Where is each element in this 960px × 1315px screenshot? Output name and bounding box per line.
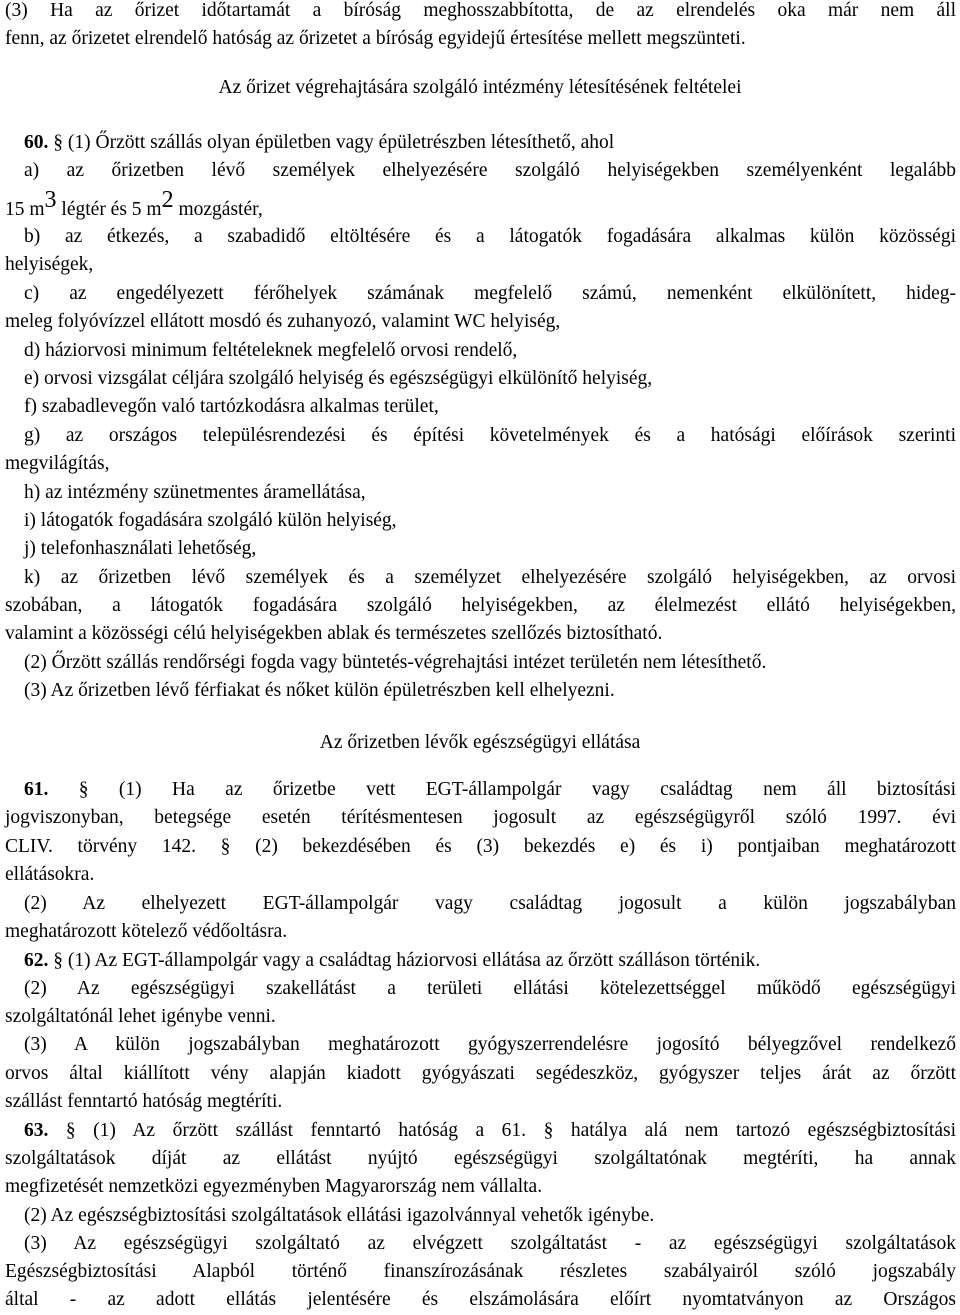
item-b-line-1: b) az étkezés, a szabadidő eltöltésére és a látogatók fogadására alkalmas külön közösségi xyxy=(24,226,956,247)
section-63-paragraph-3-line-1: (3) Az egészségügyi szolgáltató az elvégzett szolgáltatást - az egészségügyi szolgáltatások xyxy=(24,1233,956,1254)
item-f: f) szabadlevegőn való tartózkodásra alkalmas terület, xyxy=(24,396,439,417)
item-j: j) telefonhasználati lehetőség, xyxy=(24,538,257,559)
section-number-62: 62. xyxy=(24,950,49,971)
section-62-paragraph-3-line-2: orvos által kiállított vény alapján kiadott gyógyászati segédeszköz, gyógyszer teljes árát az őrzött xyxy=(5,1063,956,1084)
item-e: e) orvosi vizsgálat céljára szolgáló helyiség és egészségügyi elkülönítő helyiség, xyxy=(24,368,653,389)
section-heading-health: Az őrizetben lévők egészségügyi ellátása xyxy=(319,732,641,753)
section-62-paragraph-3-line-3: szállást fenntartó hatóság megtéríti. xyxy=(5,1091,283,1112)
item-k-line-2: szobában, a látogatók fogadására szolgáló helyiségekben, az élelmezést ellátó helyiségekben, xyxy=(5,595,956,616)
section-61-line-2: jogviszonyban, betegsége esetén térítésmentesen jogosult az egészségügyről szóló 1997. évi xyxy=(5,807,956,828)
section-61-paragraph-2-line-2: meghatározott kötelező védőoltásra. xyxy=(5,921,288,942)
section-61-line-4: ellátásokra. xyxy=(5,864,95,885)
section-60-lead xyxy=(24,129,956,158)
section-62-paragraph-3-line-1: (3) A külön jogszabályban meghatározott gyógyszerrendelésre jogosító bélyegzővel rendelkező xyxy=(24,1034,956,1055)
intro-line-2: fenn, az őrizetet elrendelő hatóság az őrizetet a bíróság egyidejű értesítése mellett megszünteti. xyxy=(5,28,746,49)
item-a-line-1: a) az őrizetben lévő személyek elhelyezésére szolgáló helyiségekben személyenként legalább xyxy=(24,160,956,181)
section-61-line-3: CLIV. törvény 142. § (2) bekezdésében és (3) bekezdés e) és i) pontjaiban meghatározott xyxy=(5,836,956,857)
section-63-paragraph-3-line-2: Egészségbiztosítási Alapból történő finanszírozásának részletes szabályairól szóló jogszabály xyxy=(5,1261,956,1282)
section-heading-institution: Az őrizet végrehajtására szolgáló intézmény létesítésének feltételei xyxy=(218,77,742,98)
section-63-line-3: megfizetését nemzetközi egyezményben Magyarország nem vállalta. xyxy=(5,1176,543,1197)
section-63-line-1 xyxy=(24,1117,956,1146)
section-62-text: § (1) Az EGT-állampolgár vagy a családtag háziorvosi ellátása az őrzött szálláson történik. xyxy=(53,950,761,971)
intro-line-1: (3) Ha az őrizet időtartamát a bíróság meghosszabbította, de az elrendelés oka már nem áll xyxy=(5,0,956,21)
section-number-63: 63. xyxy=(24,1120,49,1141)
section-63-text: § (1) Az őrzött szállást fenntartó hatóság a 61. § hatálya alá nem tartozó egészségbiztosítási xyxy=(65,1120,957,1141)
area-text: 15 m xyxy=(5,199,45,220)
item-a-line-2 xyxy=(5,187,956,225)
section-63-paragraph-3-line-3: által - az adott ellátás jelentésére és elszámolására előírt nyomtatványon az Országos xyxy=(5,1289,956,1310)
item-c-line-1: c) az engedélyezett férőhelyek számának megfelelő számú, nemenként elkülönített, hideg- xyxy=(24,283,956,304)
item-i: i) látogatók fogadására szolgáló külön helyiség, xyxy=(24,510,397,531)
section-60-paragraph-3: (3) Az őrizetben lévő férfiakat és nőket külön épületrészben kell elhelyezni. xyxy=(24,680,615,701)
item-k-line-3: valamint a közösségi célú helyiségekben ablak és természetes szellőzés biztosítható. xyxy=(5,623,663,644)
item-d: d) háziorvosi minimum feltételeknek megfelelő orvosi rendelő, xyxy=(24,340,518,361)
section-60-text: § (1) Őrzött szállás olyan épületben vagy épületrészben létesíthető, ahol xyxy=(53,132,615,153)
cubic-exponent: 3 xyxy=(44,187,57,213)
movement-text: mozgástér, xyxy=(173,199,263,220)
section-63-paragraph-2: (2) Az egészségbiztosítási szolgáltatások ellátási igazolvánnyal vehetők igénybe. xyxy=(24,1205,655,1226)
section-60-paragraph-2: (2) Őrzött szállás rendőrségi fogda vagy büntetés-végrehajtási intézet területén nem létesíthető. xyxy=(24,652,767,673)
square-exponent: 2 xyxy=(161,187,174,213)
item-c-line-2: meleg folyóvízzel ellátott mosdó és zuhanyozó, valamint WC helyiség, xyxy=(5,311,561,332)
item-b-line-2: helyiségek, xyxy=(5,254,94,275)
section-number-61: 61. xyxy=(24,779,49,800)
section-62-paragraph-2-line-2: szolgáltatónál lehet igénybe venni. xyxy=(5,1006,276,1027)
section-61-line-1 xyxy=(24,776,956,805)
section-number-60: 60. xyxy=(24,132,49,153)
section-61-text: § (1) Ha az őrizetbe vett EGT-állampolgár vagy családtag nem áll biztosítási xyxy=(78,779,957,800)
item-g-line-2: megvilágítás, xyxy=(5,453,110,474)
item-k-line-1: k) az őrizetben lévő személyek és a személyzet elhelyezésére szolgáló helyiségekben, az orvosi xyxy=(24,567,956,588)
space-text: légtér és 5 m xyxy=(56,199,162,220)
section-63-line-2: szolgáltatások díját az ellátást nyújtó egészségügyi szolgáltatónak megtéríti, ha annak xyxy=(5,1148,956,1169)
section-61-paragraph-2-line-1: (2) Az elhelyezett EGT-állampolgár vagy családtag jogosult a külön jogszabályban xyxy=(24,893,956,914)
item-h: h) az intézmény szünetmentes áramellátása, xyxy=(24,482,366,503)
item-g-line-1: g) az országos településrendezési és építési követelmények és a hatósági előírások szerinti xyxy=(24,425,956,446)
section-62-paragraph-2-line-1: (2) Az egészségügyi szakellátást a területi ellátási kötelezettséggel működő egészségügyi xyxy=(24,978,956,999)
section-62-line-1 xyxy=(24,947,956,976)
